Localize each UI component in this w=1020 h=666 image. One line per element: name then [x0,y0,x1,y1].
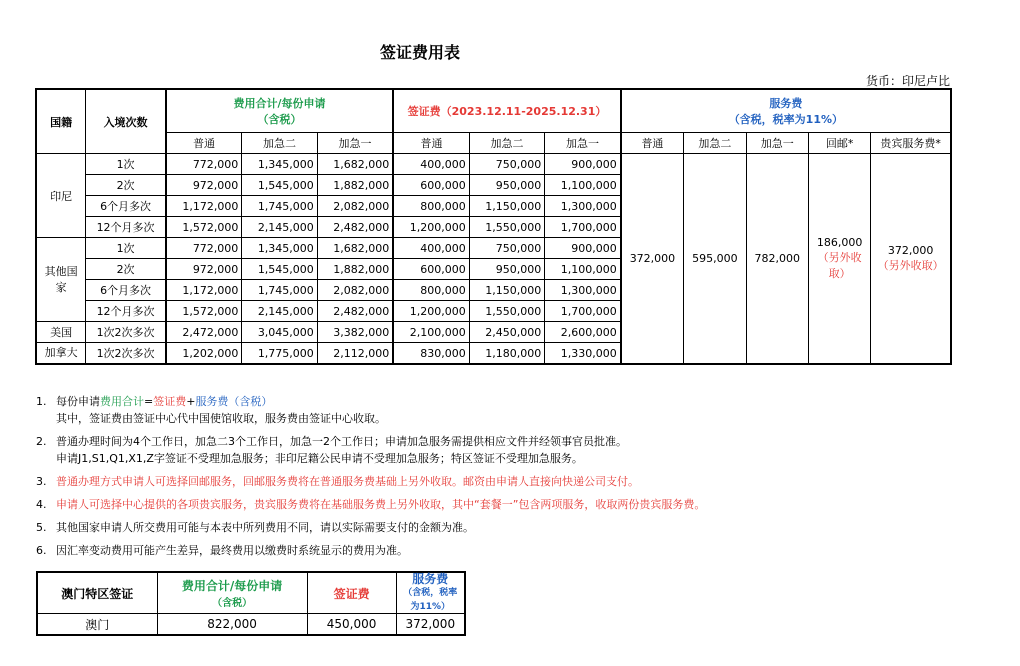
note-segment: 其他国家申请人所交费用可能与本表中所列费用不同，请以实际需要支付的金额为准。 [56,521,474,534]
visa-value-cell: 1,550,000 [469,301,544,322]
visa-value-cell: 400,000 [393,154,469,175]
note-text [56,393,386,427]
note-text [56,542,408,559]
macao-fee-table [36,571,466,636]
header-service-fee: 服务费 （含税，税率为11%） [621,89,951,133]
visa-value-cell: 1,330,000 [545,343,621,365]
table-row [36,154,951,175]
total-value-cell: 1,345,000 [242,238,317,259]
entries-cell: 12个月多次 [86,217,166,238]
vip-fee-note: （另外收取） [877,259,944,272]
visa-value-cell: 830,000 [393,343,469,365]
entries-cell: 1次 [86,238,166,259]
visa-value-cell: 2,100,000 [393,322,469,343]
total-value-cell: 1,345,000 [242,154,317,175]
total-value-cell: 3,382,000 [317,322,393,343]
visa-value-cell: 750,000 [469,238,544,259]
visa-value-cell: 600,000 [393,259,469,280]
macao-row-name: 澳门 [37,614,157,636]
total-value-cell: 2,112,000 [317,343,393,365]
note-item [36,519,996,536]
note-line2: 其中，签证费由签证中心代中国使馆收取，服务费由签证中心收取。 [56,412,386,425]
subheader-visa-urgent1: 加急一 [545,133,621,154]
total-value-cell: 1,545,000 [242,175,317,196]
note-segment: 普通办理时间为4个工作日，加急二3个工作日，加急一2个工作日；申请加急服务需提供相应文件并经领事官员批准。 [56,435,627,448]
macao-visa-header: 签证费 [307,572,396,614]
total-value-cell: 1,882,000 [317,259,393,280]
visa-fee-table [35,88,952,365]
subheader-total-normal: 普通 [166,133,242,154]
entries-cell: 1次2次多次 [86,343,166,365]
total-value-cell: 1,682,000 [317,154,393,175]
note-number: 5. [36,521,47,534]
entries-cell: 2次 [86,259,166,280]
note-item [36,473,996,490]
visa-value-cell: 1,100,000 [545,175,621,196]
entries-cell: 1次2次多次 [86,322,166,343]
note-item [36,542,996,559]
macao-visa-value: 450,000 [307,614,396,636]
visa-value-cell: 1,300,000 [545,196,621,217]
total-value-cell: 1,172,000 [166,196,242,217]
note-item [36,496,996,513]
entries-cell: 6个月多次 [86,280,166,301]
entries-cell: 6个月多次 [86,196,166,217]
note-item [36,393,996,427]
subheader-service-urgent1: 加急一 [746,133,808,154]
total-value-cell: 3,045,000 [242,322,317,343]
total-value-cell: 1,775,000 [242,343,317,365]
total-value-cell: 772,000 [166,238,242,259]
entries-cell: 12个月多次 [86,301,166,322]
total-value-cell: 1,172,000 [166,280,242,301]
note-text [56,433,627,467]
macao-label: 澳门特区签证 [37,572,157,614]
mail-fee-note: （另外收取） [817,251,862,280]
note-text [56,496,705,513]
total-value-cell: 972,000 [166,175,242,196]
nationality-cell: 加拿大 [36,343,86,365]
note-number: 2. [36,435,47,448]
note-segment: 因汇率变动费用可能产生差异，最终费用以缴费时系统显示的费用为准。 [56,544,408,557]
nationality-cell: 美国 [36,322,86,343]
total-value-cell: 972,000 [166,259,242,280]
visa-value-cell: 1,700,000 [545,217,621,238]
visa-value-cell: 1,150,000 [469,196,544,217]
macao-total-value: 822,000 [157,614,307,636]
header-nationality: 国籍 [36,89,86,154]
total-value-cell: 2,145,000 [242,301,317,322]
vip-fee-value: 372,000 [887,244,934,257]
subheader-mail: 回邮* [808,133,870,154]
note-number: 6. [36,544,47,557]
mail-fee-value: 186,000 [816,236,863,249]
note-number: 1. [36,395,47,408]
note-segment: 普通办理方式申请人可选择回邮服务，回邮服务费将在普通服务费基础上另外收取。邮资由申请人直接向快递公司支付。 [56,475,639,488]
note-number: 4. [36,498,47,511]
entries-cell: 2次 [86,175,166,196]
mail-fee-cell [808,154,870,365]
total-value-cell: 2,082,000 [317,196,393,217]
nationality-cell: 印尼 [36,154,86,238]
visa-value-cell: 1,200,000 [393,301,469,322]
note-segment: = [144,395,154,408]
total-value-cell: 1,572,000 [166,301,242,322]
service-urgent2-cell: 595,000 [684,154,746,365]
note-text [56,519,474,536]
macao-service-header: 服务费 （含税，税率为11%） [396,572,465,614]
note-segment: 申请人可选择中心提供的各项贵宾服务，贵宾服务费将在基础服务费上另外收取，其中“套餐一”包含两项服务，收取两份贵宾服务费。 [56,498,706,511]
note-segment: 签证费 [153,395,187,408]
notes-section [36,393,996,565]
note-segment: + [186,395,196,408]
note-line2: 申请J1,S1,Q1,X1,Z字签证不受理加急服务；非印尼籍公民申请不受理加急服务；特区签证不受理加急服务。 [56,452,583,465]
total-value-cell: 2,082,000 [317,280,393,301]
header-total: 费用合计/每份申请 （含税） [166,89,393,133]
subheader-visa-normal: 普通 [393,133,469,154]
subheader-service-urgent2: 加急二 [684,133,746,154]
subheader-total-urgent1: 加急一 [317,133,393,154]
service-urgent1-cell: 782,000 [746,154,808,365]
macao-service-value: 372,000 [396,614,465,636]
subheader-total-urgent2: 加急二 [242,133,317,154]
visa-value-cell: 2,600,000 [545,322,621,343]
note-item [36,433,996,467]
header-visa-fee: 签证费（2023.12.11-2025.12.31） [393,89,620,133]
visa-value-cell: 750,000 [469,154,544,175]
visa-value-cell: 900,000 [545,154,621,175]
header-entries: 入境次数 [86,89,166,154]
total-value-cell: 1,882,000 [317,175,393,196]
total-value-cell: 2,482,000 [317,217,393,238]
visa-value-cell: 1,700,000 [545,301,621,322]
visa-value-cell: 950,000 [469,175,544,196]
total-value-cell: 1,682,000 [317,238,393,259]
total-value-cell: 2,482,000 [317,301,393,322]
subheader-service-normal: 普通 [621,133,684,154]
subheader-visa-urgent2: 加急二 [469,133,544,154]
subheader-vip: 贵宾服务费* [871,133,951,154]
macao-total-header: 费用合计/每份申请 （含税） [157,572,307,614]
visa-value-cell: 600,000 [393,175,469,196]
entries-cell: 1次 [86,154,166,175]
visa-value-cell: 2,450,000 [469,322,544,343]
nationality-cell: 其他国家 [36,238,86,322]
total-value-cell: 2,472,000 [166,322,242,343]
visa-value-cell: 1,300,000 [545,280,621,301]
visa-value-cell: 1,100,000 [545,259,621,280]
visa-value-cell: 800,000 [393,280,469,301]
note-segment: 费用合计 [100,395,144,408]
service-normal-cell: 372,000 [621,154,684,365]
note-number: 3. [36,475,47,488]
visa-value-cell: 800,000 [393,196,469,217]
total-value-cell: 1,572,000 [166,217,242,238]
total-value-cell: 2,145,000 [242,217,317,238]
total-value-cell: 1,545,000 [242,259,317,280]
note-segment: 服务费（含税） [195,395,273,408]
visa-value-cell: 1,550,000 [469,217,544,238]
total-value-cell: 1,202,000 [166,343,242,365]
visa-value-cell: 900,000 [545,238,621,259]
total-value-cell: 1,745,000 [242,280,317,301]
visa-value-cell: 400,000 [393,238,469,259]
vip-fee-cell [871,154,951,365]
visa-value-cell: 950,000 [469,259,544,280]
note-segment: 每份申请 [56,395,100,408]
page-title: 签证费用表 [379,43,460,62]
currency-label: 货币：印尼卢比 [865,74,950,88]
note-text [56,473,639,490]
visa-value-cell: 1,200,000 [393,217,469,238]
total-value-cell: 1,745,000 [242,196,317,217]
visa-value-cell: 1,150,000 [469,280,544,301]
total-value-cell: 772,000 [166,154,242,175]
visa-value-cell: 1,180,000 [469,343,544,365]
